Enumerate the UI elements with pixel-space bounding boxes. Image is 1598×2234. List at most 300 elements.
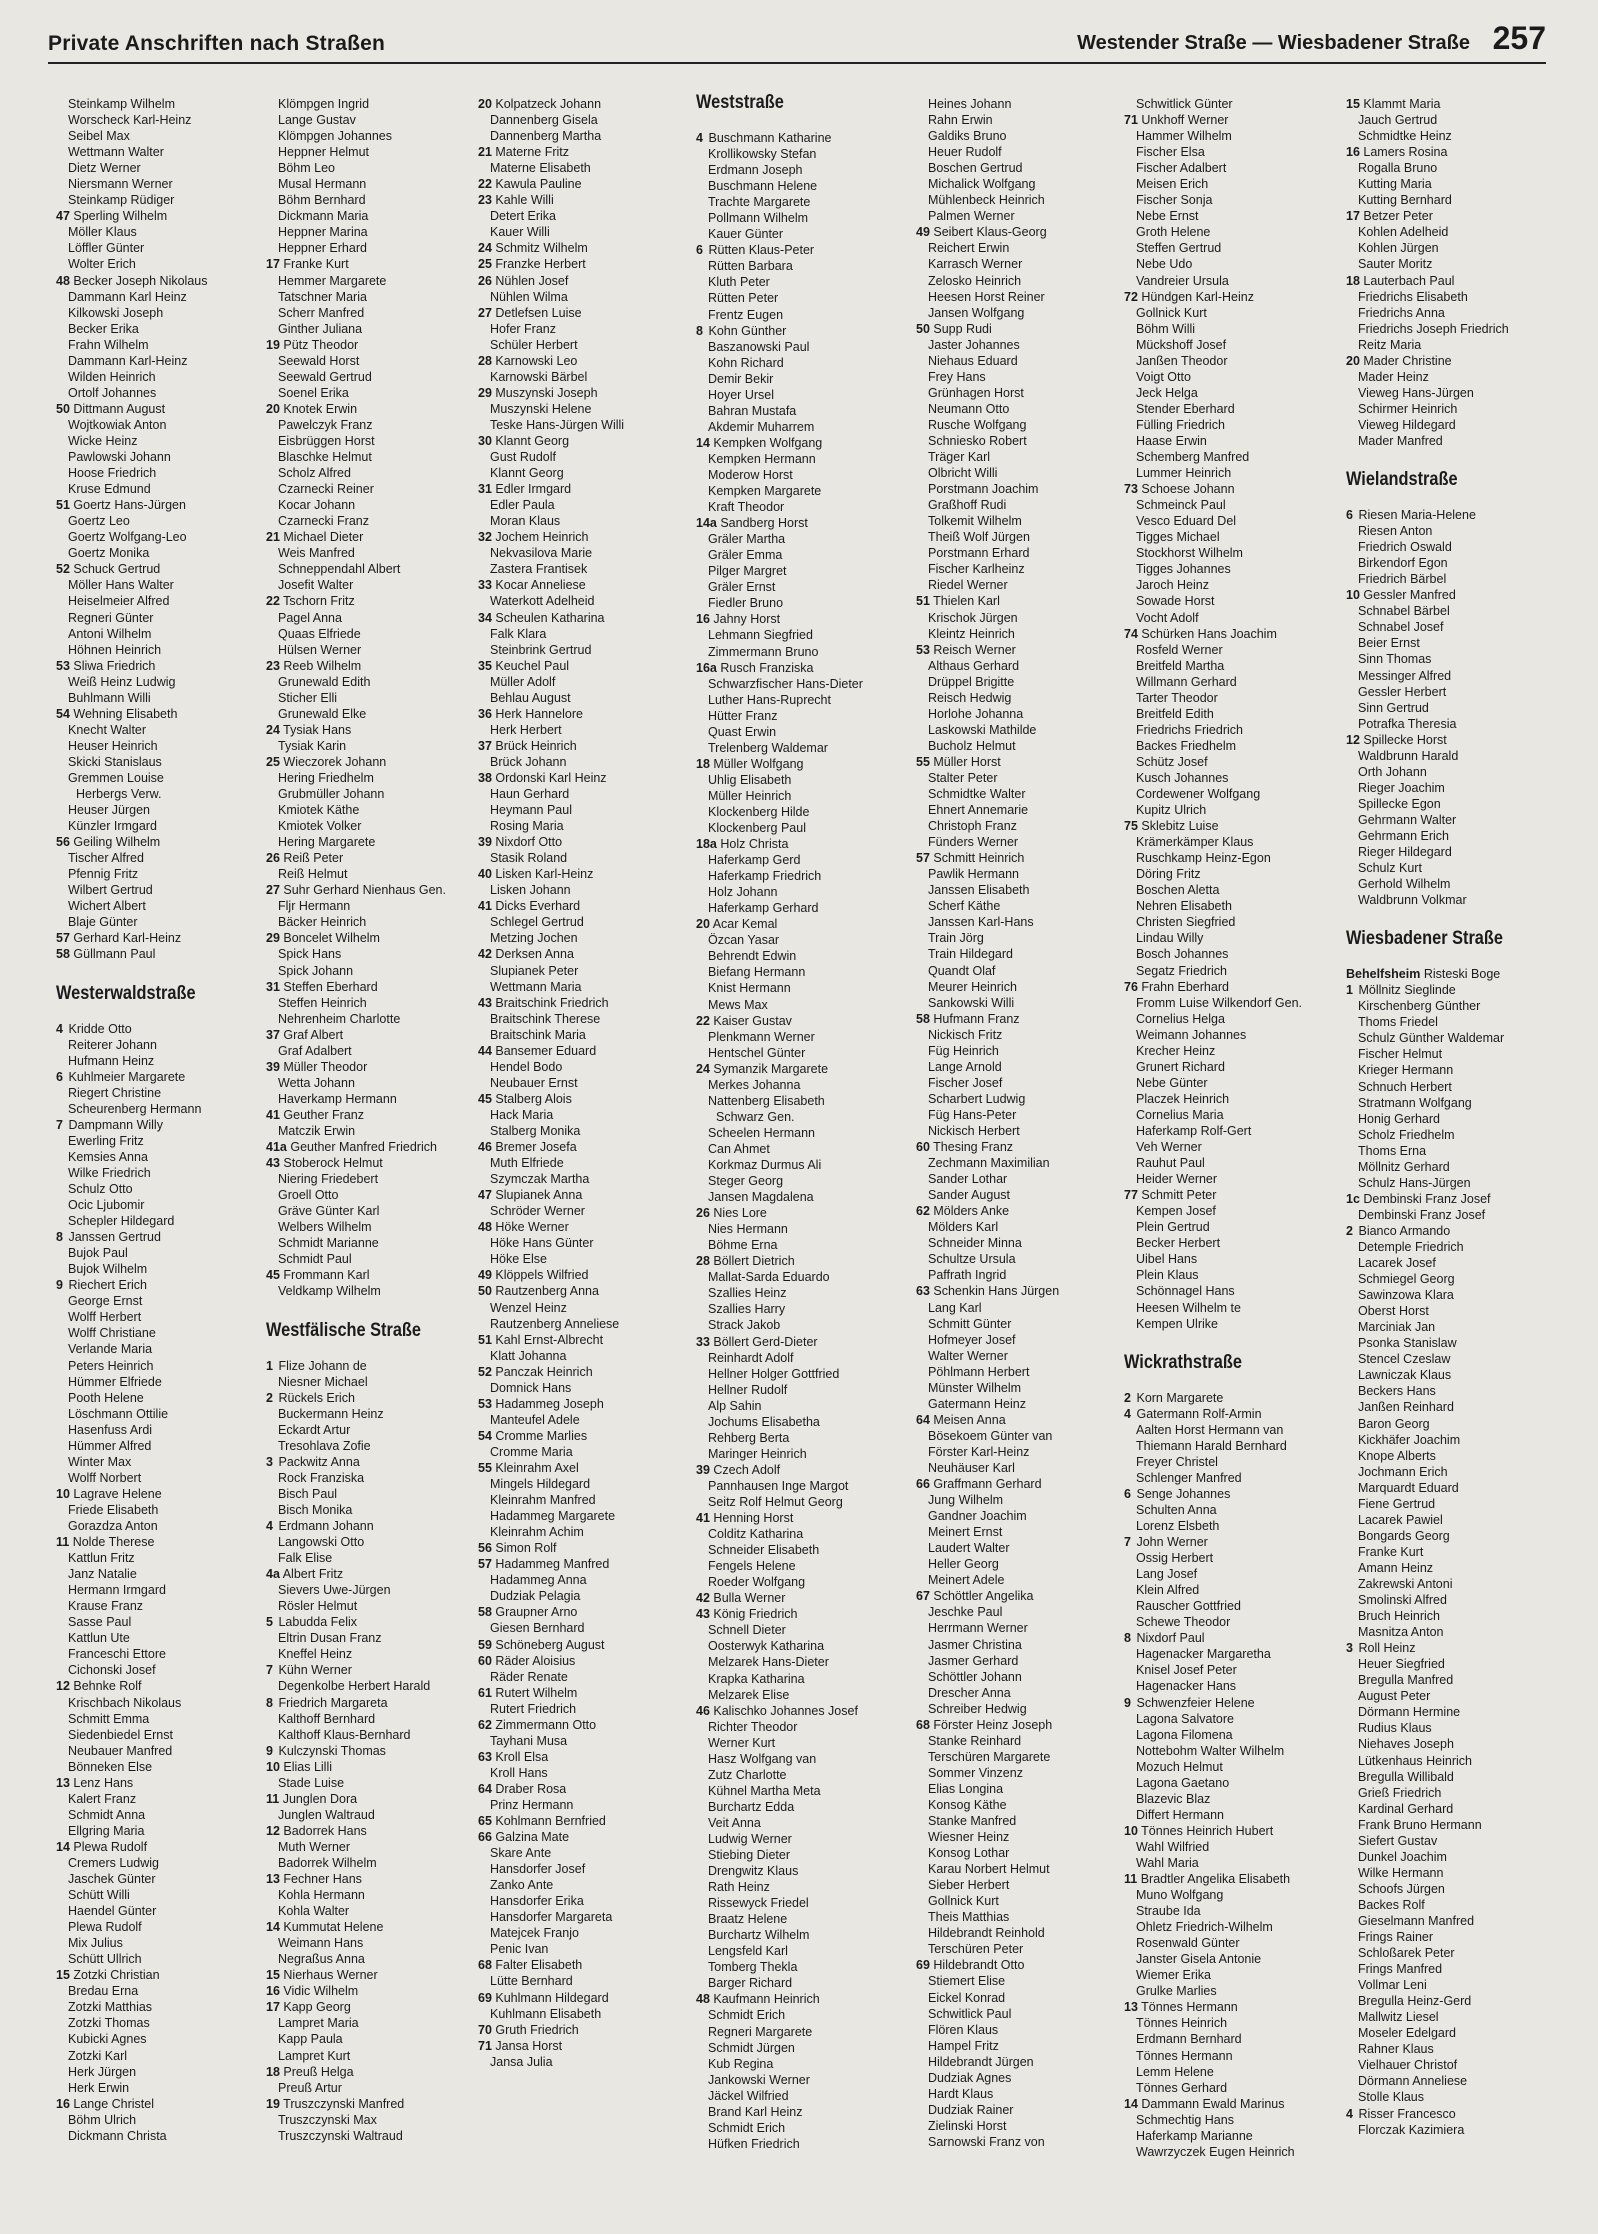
resident-name: Plewa Rudolf	[73, 1839, 148, 1854]
resident-name: Jauch Gertrud	[1358, 113, 1438, 128]
resident-entry	[696, 1927, 904, 1943]
resident-name: Bregulla Willibald	[1358, 1769, 1454, 1784]
resident-name: Tysiak Hans	[283, 722, 352, 737]
resident-name: Symanzik Margarete	[713, 1061, 829, 1076]
resident-entry	[56, 1550, 264, 1566]
house-number: 54	[478, 1428, 492, 1443]
resident-name: Tigges Michael	[1136, 530, 1220, 545]
resident-name: Rösler Helmut	[278, 1599, 358, 1614]
resident-entry	[478, 1813, 686, 1829]
resident-name: Seitz Rolf Helmut Georg	[708, 1494, 843, 1509]
resident-name: Hering Margarete	[278, 835, 376, 850]
resident-name: Terschüren Margarete	[928, 1749, 1051, 1764]
resident-entry	[56, 1181, 264, 1197]
resident-entry	[478, 1685, 686, 1701]
resident-entry	[696, 724, 904, 740]
resident-entry	[478, 545, 686, 561]
resident-entry	[1124, 1300, 1332, 1316]
resident-entry	[916, 160, 1124, 176]
resident-entry	[1346, 1736, 1554, 1752]
resident-entry	[916, 690, 1124, 706]
resident-name: Vidic Wilhelm	[283, 1984, 359, 1999]
resident-entry	[916, 305, 1124, 321]
resident-name: Janßen Reinhard	[1358, 1400, 1454, 1415]
resident-name: Sankowski Willi	[928, 995, 1015, 1010]
resident-name: Kocar Anneliese	[495, 578, 586, 593]
resident-name: Schlegel Gertrud	[490, 915, 584, 930]
resident-entry	[916, 802, 1124, 818]
house-number: 23	[478, 193, 492, 208]
resident-name: Schütt Willi	[68, 1888, 130, 1903]
resident-name: Schnabel Josef	[1358, 620, 1444, 635]
resident-name: Cromme Marlies	[495, 1428, 588, 1443]
resident-entry	[56, 1037, 264, 1053]
resident-name: Lindau Willy	[1136, 931, 1204, 946]
resident-entry	[916, 176, 1124, 192]
resident-entry	[1124, 1951, 1332, 1967]
resident-entry	[266, 112, 474, 128]
resident-name: Stalter Peter	[928, 770, 998, 785]
resident-name: Räder Renate	[490, 1669, 568, 1684]
resident-name: Prinz Hermann	[490, 1797, 574, 1812]
resident-entry	[1124, 465, 1332, 481]
resident-name: Mader Christine	[1363, 353, 1452, 368]
resident-name: Jochem Heinrich	[495, 530, 589, 545]
resident-name: Labudda Felix	[278, 1615, 358, 1630]
resident-entry	[266, 256, 474, 272]
resident-name: Waterkott Adelheid	[490, 594, 595, 609]
resident-entry	[56, 1502, 264, 1518]
resident-name: Alp Sahin	[708, 1398, 762, 1413]
resident-name: Kickhäfer Joachim	[1358, 1432, 1461, 1447]
resident-entry	[696, 1141, 904, 1157]
resident-name: Kaiser Gustav	[713, 1013, 792, 1028]
resident-name: Langowski Otto	[278, 1535, 365, 1550]
resident-name: Reichert Erwin	[928, 241, 1010, 256]
house-number: 57	[478, 1557, 492, 1572]
resident-entry	[1124, 1406, 1332, 1422]
resident-entry	[56, 1903, 264, 1919]
house-number: 35	[478, 658, 492, 673]
resident-name: Kohlen Jürgen	[1358, 241, 1439, 256]
resident-entry	[266, 1598, 474, 1614]
resident-name: Hemmer Margarete	[278, 273, 387, 288]
resident-entry	[478, 1653, 686, 1669]
page-header	[48, 18, 1546, 64]
resident-name: Zotzki Karl	[68, 2048, 128, 2063]
resident-entry	[56, 1967, 264, 1983]
resident-entry	[1124, 112, 1332, 128]
resident-name: Olbricht Willi	[928, 466, 998, 481]
resident-name: Kauer Günter	[708, 227, 784, 242]
resident-name: Frahn Eberhard	[1141, 979, 1229, 994]
house-number: 48	[696, 1992, 710, 2007]
resident-entry	[478, 497, 686, 513]
resident-name: Schmeinck Paul	[1136, 498, 1226, 513]
resident-name: Rusche Wolfgang	[928, 417, 1027, 432]
resident-entry	[1124, 1139, 1332, 1155]
resident-name: Fiedler Bruno	[708, 596, 784, 611]
resident-entry	[1124, 1027, 1332, 1043]
resident-name: Dampmann Willy	[68, 1117, 163, 1132]
resident-entry	[478, 1412, 686, 1428]
resident-entry	[696, 226, 904, 242]
resident-entry	[916, 834, 1124, 850]
resident-entry	[1124, 850, 1332, 866]
resident-name: Smolinski Alfred	[1358, 1593, 1447, 1608]
resident-entry	[1346, 433, 1554, 449]
resident-name: Gessler Manfred	[1363, 588, 1456, 603]
resident-entry	[1124, 321, 1332, 337]
resident-entry	[478, 1011, 686, 1027]
resident-name: Fischer Helmut	[1358, 1047, 1443, 1062]
resident-entry	[56, 610, 264, 626]
house-number: 57	[916, 851, 930, 866]
house-number: 14	[1124, 2096, 1138, 2111]
resident-entry	[916, 2102, 1124, 2118]
resident-entry	[916, 1075, 1124, 1091]
resident-entry	[1124, 722, 1332, 738]
resident-name: Fünders Werner	[928, 835, 1019, 850]
resident-entry	[56, 305, 264, 321]
resident-entry	[266, 882, 474, 898]
resident-name: Nolde Therese	[72, 1535, 155, 1550]
resident-entry	[696, 419, 904, 435]
resident-name: Stanke Reinhard	[928, 1733, 1022, 1748]
resident-entry	[1124, 1438, 1332, 1454]
resident-entry	[696, 242, 904, 258]
resident-entry	[916, 144, 1124, 160]
resident-name: Riegert Christine	[68, 1085, 162, 1100]
resident-name: Özcan Yasar	[708, 933, 780, 948]
house-number: 73	[1124, 482, 1138, 497]
resident-name: Buhlmann Willi	[68, 690, 151, 705]
resident-entry	[696, 194, 904, 210]
resident-entry	[56, 561, 264, 577]
resident-name: Rütten Peter	[708, 291, 779, 306]
resident-name: Steinkamp Rüdiger	[68, 193, 175, 208]
resident-entry	[1124, 577, 1332, 593]
house-number: 47	[56, 209, 70, 224]
resident-entry	[1124, 1662, 1332, 1678]
resident-name: Mölders Karl	[928, 1220, 999, 1235]
resident-name: Moderow Horst	[708, 467, 793, 482]
resident-entry	[1124, 1791, 1332, 1807]
resident-entry	[916, 449, 1124, 465]
resident-name: Truszczynski Max	[278, 2112, 377, 2127]
resident-entry	[696, 772, 904, 788]
resident-entry	[696, 884, 904, 900]
resident-name: Grieß Friedrich	[1358, 1785, 1442, 1800]
resident-name: Mader Manfred	[1358, 433, 1443, 448]
resident-entry	[1124, 995, 1332, 1011]
resident-entry	[478, 1316, 686, 1332]
resident-name: Placzek Heinrich	[1136, 1091, 1230, 1106]
resident-entry	[1346, 289, 1554, 305]
resident-entry	[1124, 593, 1332, 609]
resident-name: Orth Johann	[1358, 764, 1427, 779]
resident-name: Brand Karl Heinz	[708, 2104, 803, 2119]
house-number: 20	[696, 917, 710, 932]
resident-entry	[1124, 208, 1332, 224]
resident-name: Ginther Juliana	[278, 321, 363, 336]
resident-name: Schmidt Erich	[708, 2120, 786, 2135]
resident-name: Althaus Gerhard	[928, 658, 1020, 673]
resident-entry	[916, 786, 1124, 802]
resident-entry	[1346, 1464, 1554, 1480]
resident-name: Eisbrüggen Horst	[278, 433, 375, 448]
resident-entry	[1346, 1416, 1554, 1432]
resident-entry	[696, 1045, 904, 1061]
resident-name: Tischer Alfred	[68, 851, 144, 866]
resident-name: Sieber Herbert	[928, 1878, 1010, 1893]
resident-name: Sarnowski Franz von	[928, 2134, 1045, 2149]
resident-name: Falk Elise	[278, 1551, 333, 1566]
house-number: 8	[266, 1695, 273, 1710]
resident-name: John Werner	[1136, 1535, 1208, 1550]
resident-name: Zakrewski Antoni	[1358, 1576, 1453, 1591]
resident-entry	[696, 1446, 904, 1462]
resident-name: Veh Werner	[1136, 1140, 1202, 1155]
resident-name: Waldbrunn Harald	[1358, 748, 1459, 763]
resident-entry	[1346, 1079, 1554, 1095]
resident-name: Frank Bruno Hermann	[1358, 1817, 1482, 1832]
resident-entry	[916, 256, 1124, 272]
resident-name: Gehrmann Erich	[1358, 828, 1450, 843]
resident-name: Winter Max	[68, 1454, 132, 1469]
resident-entry	[1346, 2025, 1554, 2041]
resident-entry	[478, 1508, 686, 1524]
resident-entry	[56, 208, 264, 224]
resident-name: Krapka Katharina	[708, 1671, 805, 1686]
resident-entry	[56, 2064, 264, 2080]
resident-name: Löschmann Ottilie	[68, 1406, 169, 1421]
resident-name: Spillecke Egon	[1358, 796, 1441, 811]
resident-name: Risteski Boge	[1423, 967, 1501, 982]
resident-entry	[266, 1123, 474, 1139]
resident-name: Pawlik Hermann	[928, 867, 1020, 882]
resident-name: Schröder Werner	[490, 1204, 585, 1219]
resident-name: Kridde Otto	[68, 1021, 132, 1036]
resident-entry	[56, 449, 264, 465]
house-number: 45	[266, 1268, 280, 1283]
resident-entry	[1124, 2064, 1332, 2080]
resident-name: Goertz Hans-Jürgen	[73, 498, 186, 513]
resident-name: Stiebing Dieter	[708, 1848, 790, 1863]
resident-name: Szallies Heinz	[708, 1286, 787, 1301]
resident-name: Biefang Hermann	[708, 965, 806, 980]
resident-entry	[696, 371, 904, 387]
resident-entry	[266, 1983, 474, 1999]
resident-name: Hammer Wilhelm	[1136, 129, 1232, 144]
resident-entry	[266, 96, 474, 112]
resident-entry	[1346, 160, 1554, 176]
resident-name: Materne Fritz	[495, 145, 570, 160]
resident-name: Skicki Stanislaus	[68, 754, 162, 769]
house-number: 20	[266, 401, 280, 416]
resident-name: Schneider Minna	[928, 1236, 1022, 1251]
resident-name: Straube Ida	[1136, 1904, 1201, 1919]
resident-name: Nekvasilova Marie	[490, 546, 593, 561]
resident-entry	[56, 1630, 264, 1646]
resident-name: Pooth Helene	[68, 1390, 144, 1405]
resident-name: Horlohe Johanna	[928, 706, 1024, 721]
resident-name: Stade Luise	[278, 1775, 345, 1790]
resident-name: Hansdorfer Erika	[490, 1894, 584, 1909]
resident-entry	[266, 1919, 474, 1935]
resident-entry	[266, 561, 474, 577]
resident-entry	[1124, 1743, 1332, 1759]
resident-name: Truszczynski Manfred	[283, 2096, 405, 2111]
resident-entry	[696, 1671, 904, 1687]
resident-name: Vielhauer Christof	[1358, 2058, 1458, 2073]
resident-entry	[478, 1604, 686, 1620]
resident-name: Siedenbiedel Ernst	[68, 1727, 173, 1742]
resident-name: Henning Horst	[713, 1511, 794, 1526]
resident-entry	[916, 513, 1124, 529]
resident-name: Stolle Klaus	[1358, 2090, 1425, 2105]
resident-entry	[916, 1556, 1124, 1572]
resident-name: Rahn Erwin	[928, 113, 993, 128]
resident-name: Brück Heinrich	[495, 738, 577, 753]
resident-name: Braatz Helene	[708, 1912, 788, 1927]
resident-name: Uhlig Elisabeth	[708, 772, 792, 787]
resident-name: Blazevic Blaz	[1136, 1791, 1211, 1806]
resident-entry	[696, 1334, 904, 1350]
resident-name: Hering Friedhelm	[278, 770, 374, 785]
resident-name: Slupianek Anna	[495, 1188, 583, 1203]
resident-name: Pagel Anna	[278, 610, 342, 625]
resident-entry	[696, 1735, 904, 1751]
house-number: 36	[478, 706, 492, 721]
resident-entry	[1346, 1753, 1554, 1769]
resident-name: Schönnagel Hans	[1136, 1284, 1235, 1299]
resident-entry	[56, 1470, 264, 1486]
resident-name: Elias Lilli	[283, 1759, 333, 1774]
resident-entry	[1346, 1367, 1554, 1383]
resident-entry	[266, 1903, 474, 1919]
resident-name: Kirschenberg Günther	[1358, 999, 1481, 1014]
resident-name: Schmidtke Walter	[928, 787, 1026, 802]
resident-name: Kroll Hans	[490, 1765, 548, 1780]
resident-entry	[696, 1815, 904, 1831]
resident-entry	[56, 577, 264, 593]
resident-entry	[916, 1460, 1124, 1476]
resident-name: Kempken Wolfgang	[713, 435, 823, 450]
house-number: 25	[478, 257, 492, 272]
resident-name: Nies Lore	[713, 1206, 767, 1221]
resident-name: Nebe Günter	[1136, 1075, 1208, 1090]
resident-entry	[266, 273, 474, 289]
resident-name: Schwarz Gen.	[716, 1109, 795, 1124]
resident-name: Terschüren Peter	[928, 1942, 1024, 1957]
house-number: 60	[478, 1653, 492, 1668]
house-number: 4	[1346, 2106, 1353, 2121]
house-number: 11	[266, 1791, 280, 1806]
resident-entry	[916, 1749, 1124, 1765]
resident-entry	[1346, 401, 1554, 417]
resident-name: Janßen Theodor	[1136, 353, 1228, 368]
resident-name: Wilden Heinrich	[68, 369, 156, 384]
resident-name: Falter Elisabeth	[495, 1958, 583, 1973]
resident-name: Krieger Hermann	[1358, 1063, 1454, 1078]
resident-name: Wiemer Erika	[1136, 1968, 1212, 1983]
resident-entry	[916, 353, 1124, 369]
resident-entry	[916, 1091, 1124, 1107]
house-number: 6	[56, 1069, 63, 1084]
resident-name: Braitschink Therese	[490, 1011, 601, 1026]
resident-name: Ehnert Annemarie	[928, 803, 1029, 818]
resident-name: Skare Ante	[490, 1846, 552, 1861]
resident-name: Quandt Olaf	[928, 963, 996, 978]
header-rule	[48, 62, 1546, 64]
resident-name: Krause Franz	[68, 1599, 144, 1614]
resident-entry	[1124, 240, 1332, 256]
resident-entry	[696, 1109, 904, 1125]
resident-entry	[1124, 882, 1332, 898]
resident-name: Mallwitz Liesel	[1358, 2010, 1439, 2025]
resident-name: Kubicki Agnes	[68, 2032, 147, 2047]
resident-name: Hansdorfer Margareta	[490, 1910, 613, 1925]
resident-name: Thoms Friedel	[1358, 1015, 1438, 1030]
resident-name: Plewa Rudolf	[68, 1920, 142, 1935]
resident-name: Wolff Norbert	[68, 1470, 142, 1485]
resident-name: Friedrichs Anna	[1358, 305, 1445, 320]
resident-entry	[56, 1839, 264, 1855]
resident-entry	[266, 1059, 474, 1075]
resident-entry	[478, 866, 686, 882]
resident-entry	[1124, 1887, 1332, 1903]
resident-entry	[1124, 1454, 1332, 1470]
resident-name: Holz Johann	[708, 885, 778, 900]
resident-entry	[916, 1219, 1124, 1235]
house-number: 13	[266, 1872, 280, 1887]
resident-name: Wenzel Heinz	[490, 1300, 567, 1315]
resident-name: Waldbrunn Volkmar	[1358, 893, 1467, 908]
resident-name: Thielen Karl	[933, 594, 1000, 609]
resident-entry	[916, 1524, 1124, 1540]
resident-name: Kalthoff Bernhard	[278, 1711, 376, 1726]
resident-name: Wojtkowiak Anton	[68, 417, 167, 432]
resident-entry	[916, 208, 1124, 224]
resident-entry	[916, 1941, 1124, 1957]
resident-name: Knist Hermann	[708, 981, 791, 996]
house-number: 45	[478, 1091, 492, 1106]
resident-entry	[478, 610, 686, 626]
resident-entry	[1346, 1913, 1554, 1929]
resident-name: Dickmann Christa	[68, 2128, 167, 2143]
resident-name: Träger Karl	[928, 450, 991, 465]
resident-entry	[478, 1957, 686, 1973]
resident-name: Czarnecki Reiner	[278, 482, 374, 497]
resident-name: Hofmeyer Josef	[928, 1332, 1016, 1347]
resident-name: Heller Georg	[928, 1557, 999, 1572]
resident-name: Dammann Karl Heinz	[68, 289, 187, 304]
resident-name: Muszynski Helene	[490, 401, 592, 416]
house-number: 52	[478, 1364, 492, 1379]
resident-name: Gollnick Kurt	[1136, 305, 1207, 320]
resident-entry	[1124, 1935, 1332, 1951]
resident-entry	[696, 2136, 904, 2152]
resident-entry	[696, 1687, 904, 1703]
resident-entry	[56, 930, 264, 946]
resident-entry	[916, 1139, 1124, 1155]
resident-entry	[266, 754, 474, 770]
resident-entry	[266, 545, 474, 561]
resident-entry	[696, 1253, 904, 1269]
resident-entry	[1346, 998, 1554, 1014]
resident-entry	[1346, 1656, 1554, 1672]
